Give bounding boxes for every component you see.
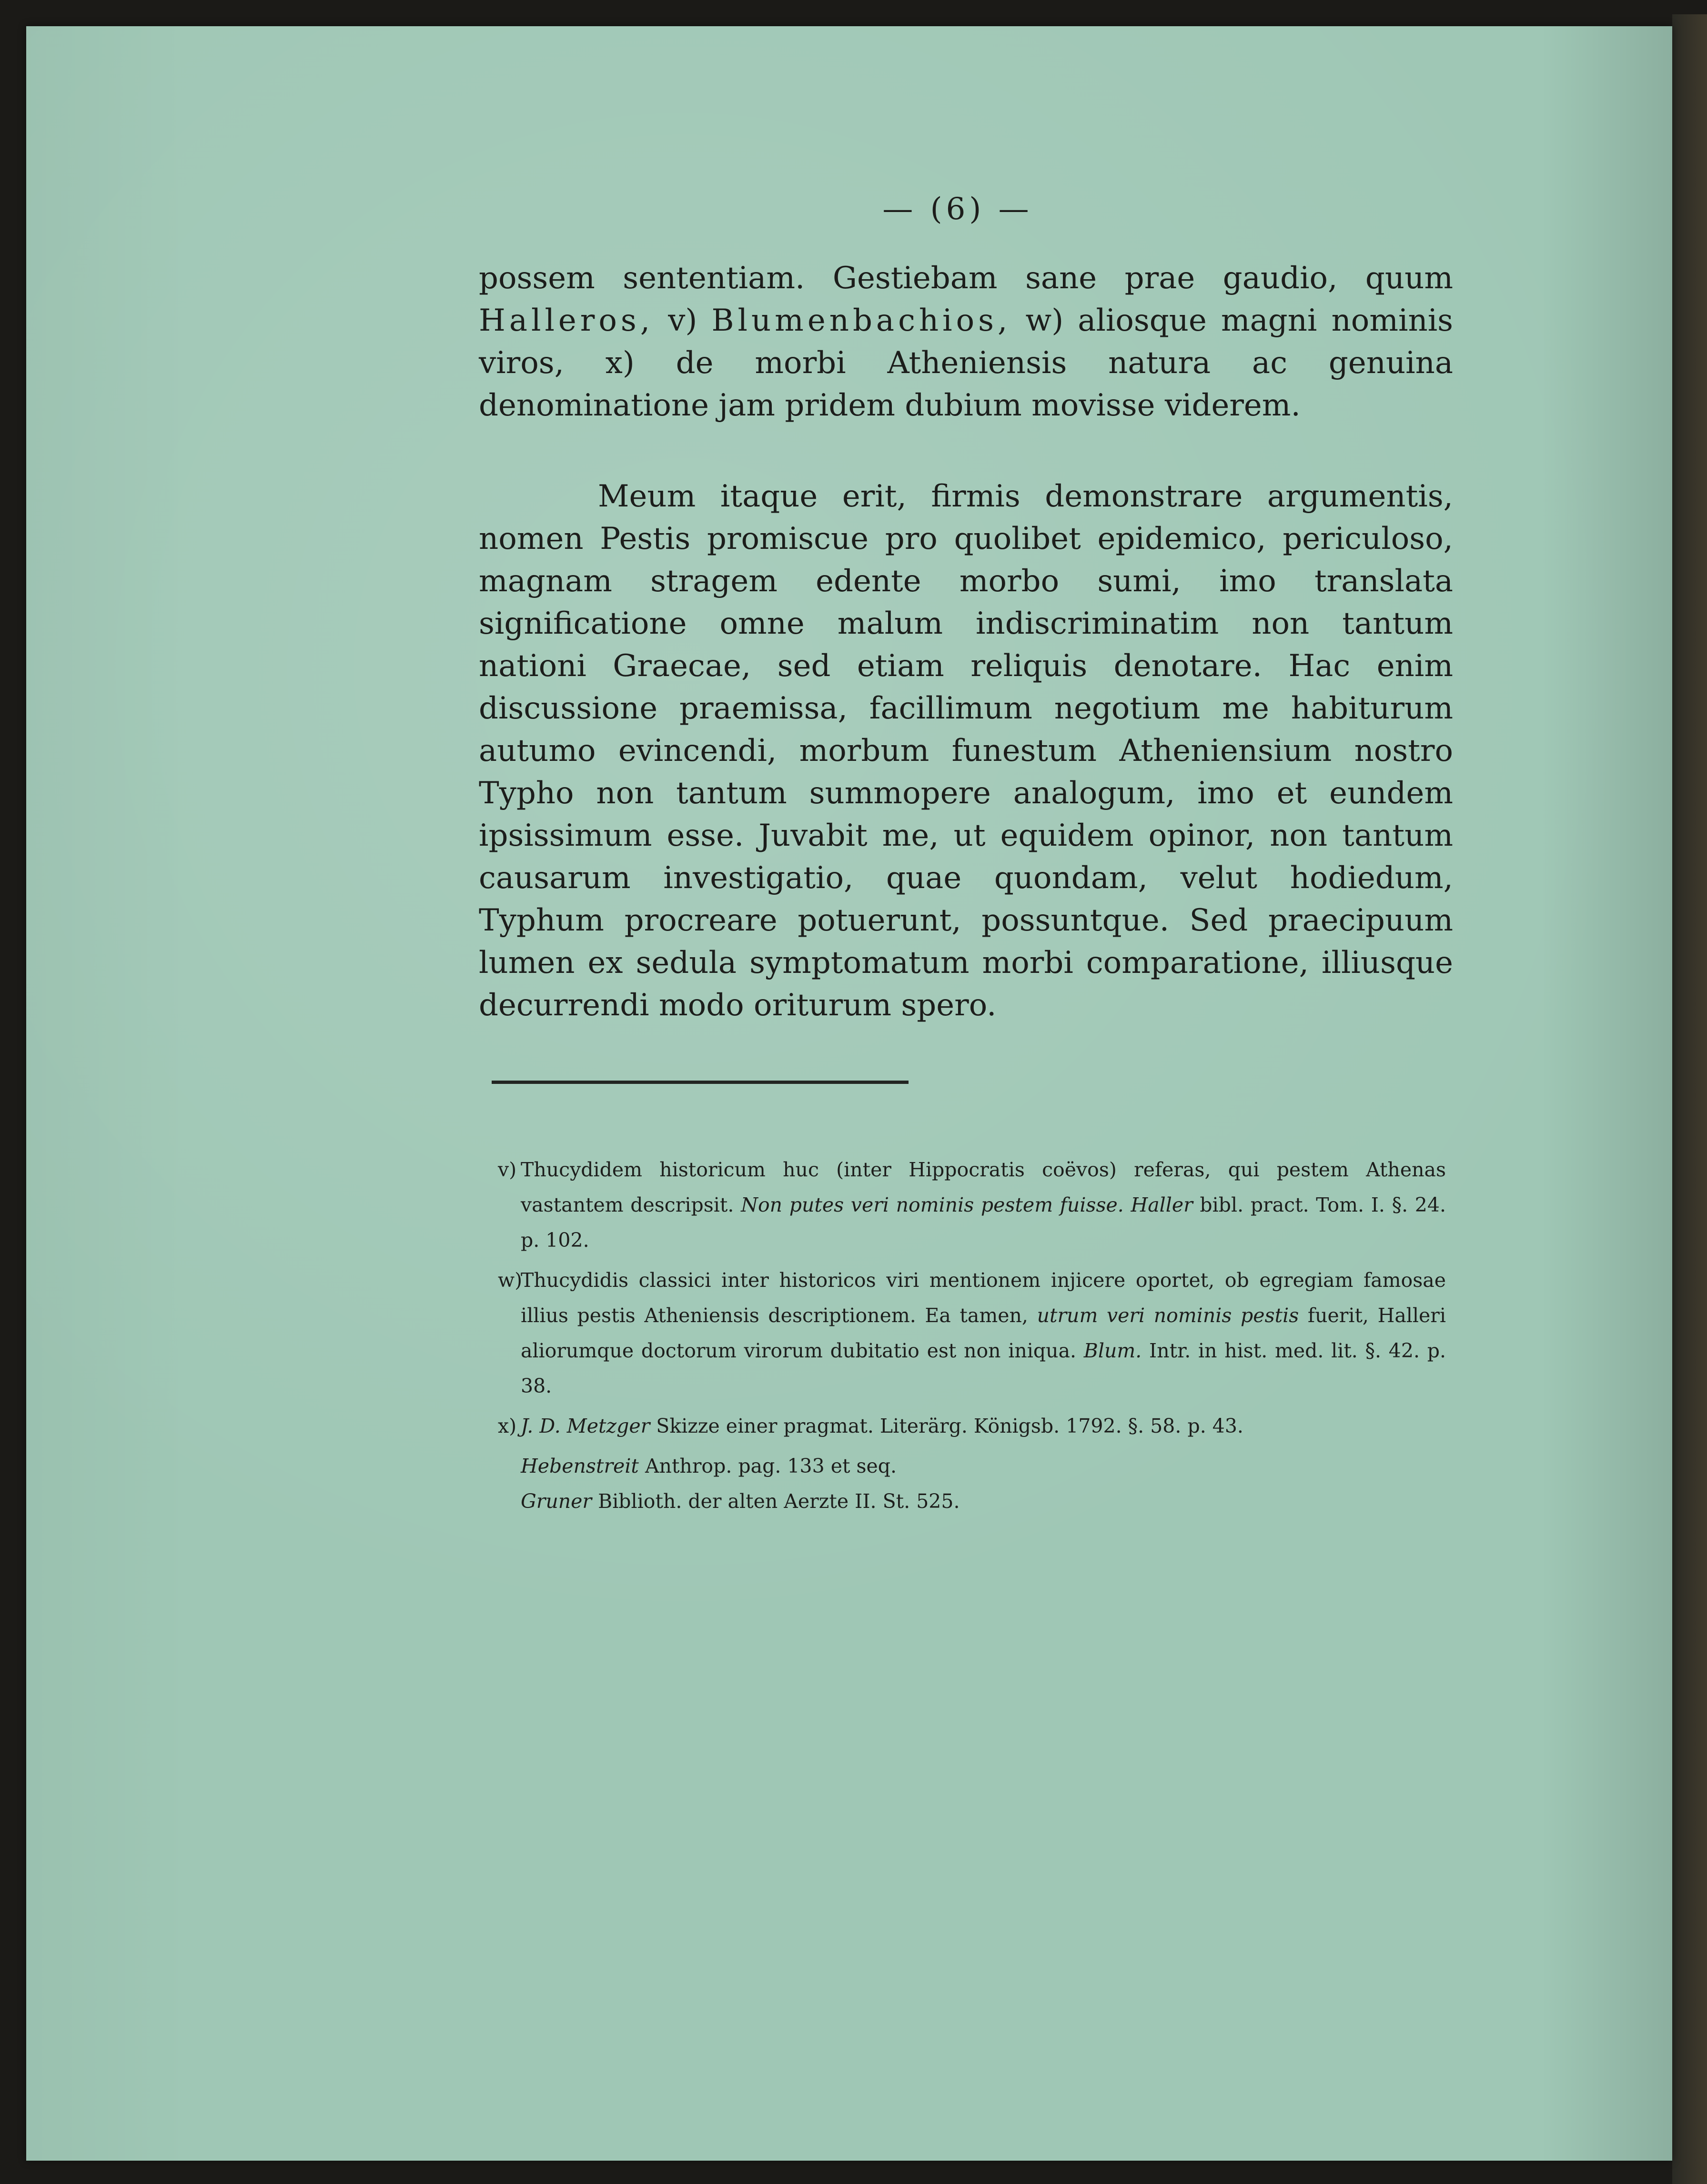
footnote-x-line-2-italic: Hebenstreit [521,1455,639,1477]
name-blumenbachios: Blumenbachios, [711,303,1011,338]
footnote-w [498,1263,1446,1404]
footnote-x-line-3-italic: Gruner [521,1490,592,1513]
page-number: — (6) — [882,192,1033,227]
footnote-v [498,1152,1446,1258]
paragraph-1 [479,257,1453,427]
footnote-w-text-1: Thucydidis classici inter historicos viri mentionem injicere oportet, ob egregiam famosae illius pestis Atheniensis descriptionem. Ea tamen, [521,1269,1446,1327]
footnote-x-line-2-text: Anthrop. pag. 133 et seq. [638,1455,897,1477]
footnote-marker: v) [498,1158,517,1181]
footnote-x [498,1408,1446,1444]
footnote-marker: w) [498,1269,523,1292]
paragraph-1-part-2: v) [654,303,712,338]
book-spine-edge [1672,14,1707,2184]
footnote-x-line-2 [498,1448,1446,1484]
footnote-x-line-3-text: Biblioth. der alten Aerzte II. St. 525. [592,1490,960,1513]
footnote-w-text-2: fuerit, Halleri aliorumque doctorum virorum dubitatio est non iniqua. [521,1304,1446,1362]
name-halleros: Halleros, [479,303,654,338]
footnote-v-text-2: bibl. pract. Tom. I. §. 24. p. 102. [521,1193,1446,1252]
footnote-v-italic: Non putes veri nominis pestem fuisse. Haller [741,1193,1193,1216]
paragraph-2: Meum itaque erit, firmis demonstrare argumentis, nomen Pestis promiscue pro quolibet epidemico, periculoso, magnam stragem edente morbo sumi, imo translata significatione omne malum indiscriminatim non tantum nationi Graecae, sed etiam reliquis denotare. Hac enim discussione praemissa, facillimum negotium me habiturum autumo evincendi, morbum funestum Atheniensium nostro Typho non tantum summopere analogum, imo et eundem ipsissimum esse. Juvabit me, ut equidem opinor, non tantum causarum investigatio, quae quondam, velut hodiedum, Typhum procreare potuerunt, possuntque. Sed praecipuum lumen ex sedula symptomatum morbi comparatione, illiusque decurrendi modo oriturum spero. [479,479,1453,1023]
footnotes [498,1152,1446,1519]
footnote-v-text-1: Thucydidem historicum huc (inter Hippocratis coëvos) referas, qui pestem Athenas vastantem descripsit. [521,1158,1446,1216]
paragraph-1-part-3: w) aliosque magni nominis viros, x) de morbi Atheniensis natura ac genuina denominatione jam pridem dubium movisse viderem. [479,303,1454,423]
footnote-w-italic-1: utrum veri nominis pestis [1037,1304,1299,1327]
footnote-x-text: Skizze einer pragmat. Literärg. Königsb. 1792. §. 58. p. 43. [650,1415,1243,1437]
footnote-w-italic-2: Blum. [1083,1339,1142,1362]
footnote-marker: x) [498,1415,517,1437]
footnote-w-text-3: Intr. in hist. med. lit. §. 42. p. 38. [521,1339,1446,1397]
footnote-x-line-3 [498,1484,1446,1519]
main-text [479,257,1453,1027]
footnote-x-italic: J. D. Metzger [521,1415,650,1437]
paragraph-1-part-1: possem sententiam. Gestiebam sane prae gaudio, quum [479,261,1453,296]
footnote-separator-rule [492,1081,909,1084]
